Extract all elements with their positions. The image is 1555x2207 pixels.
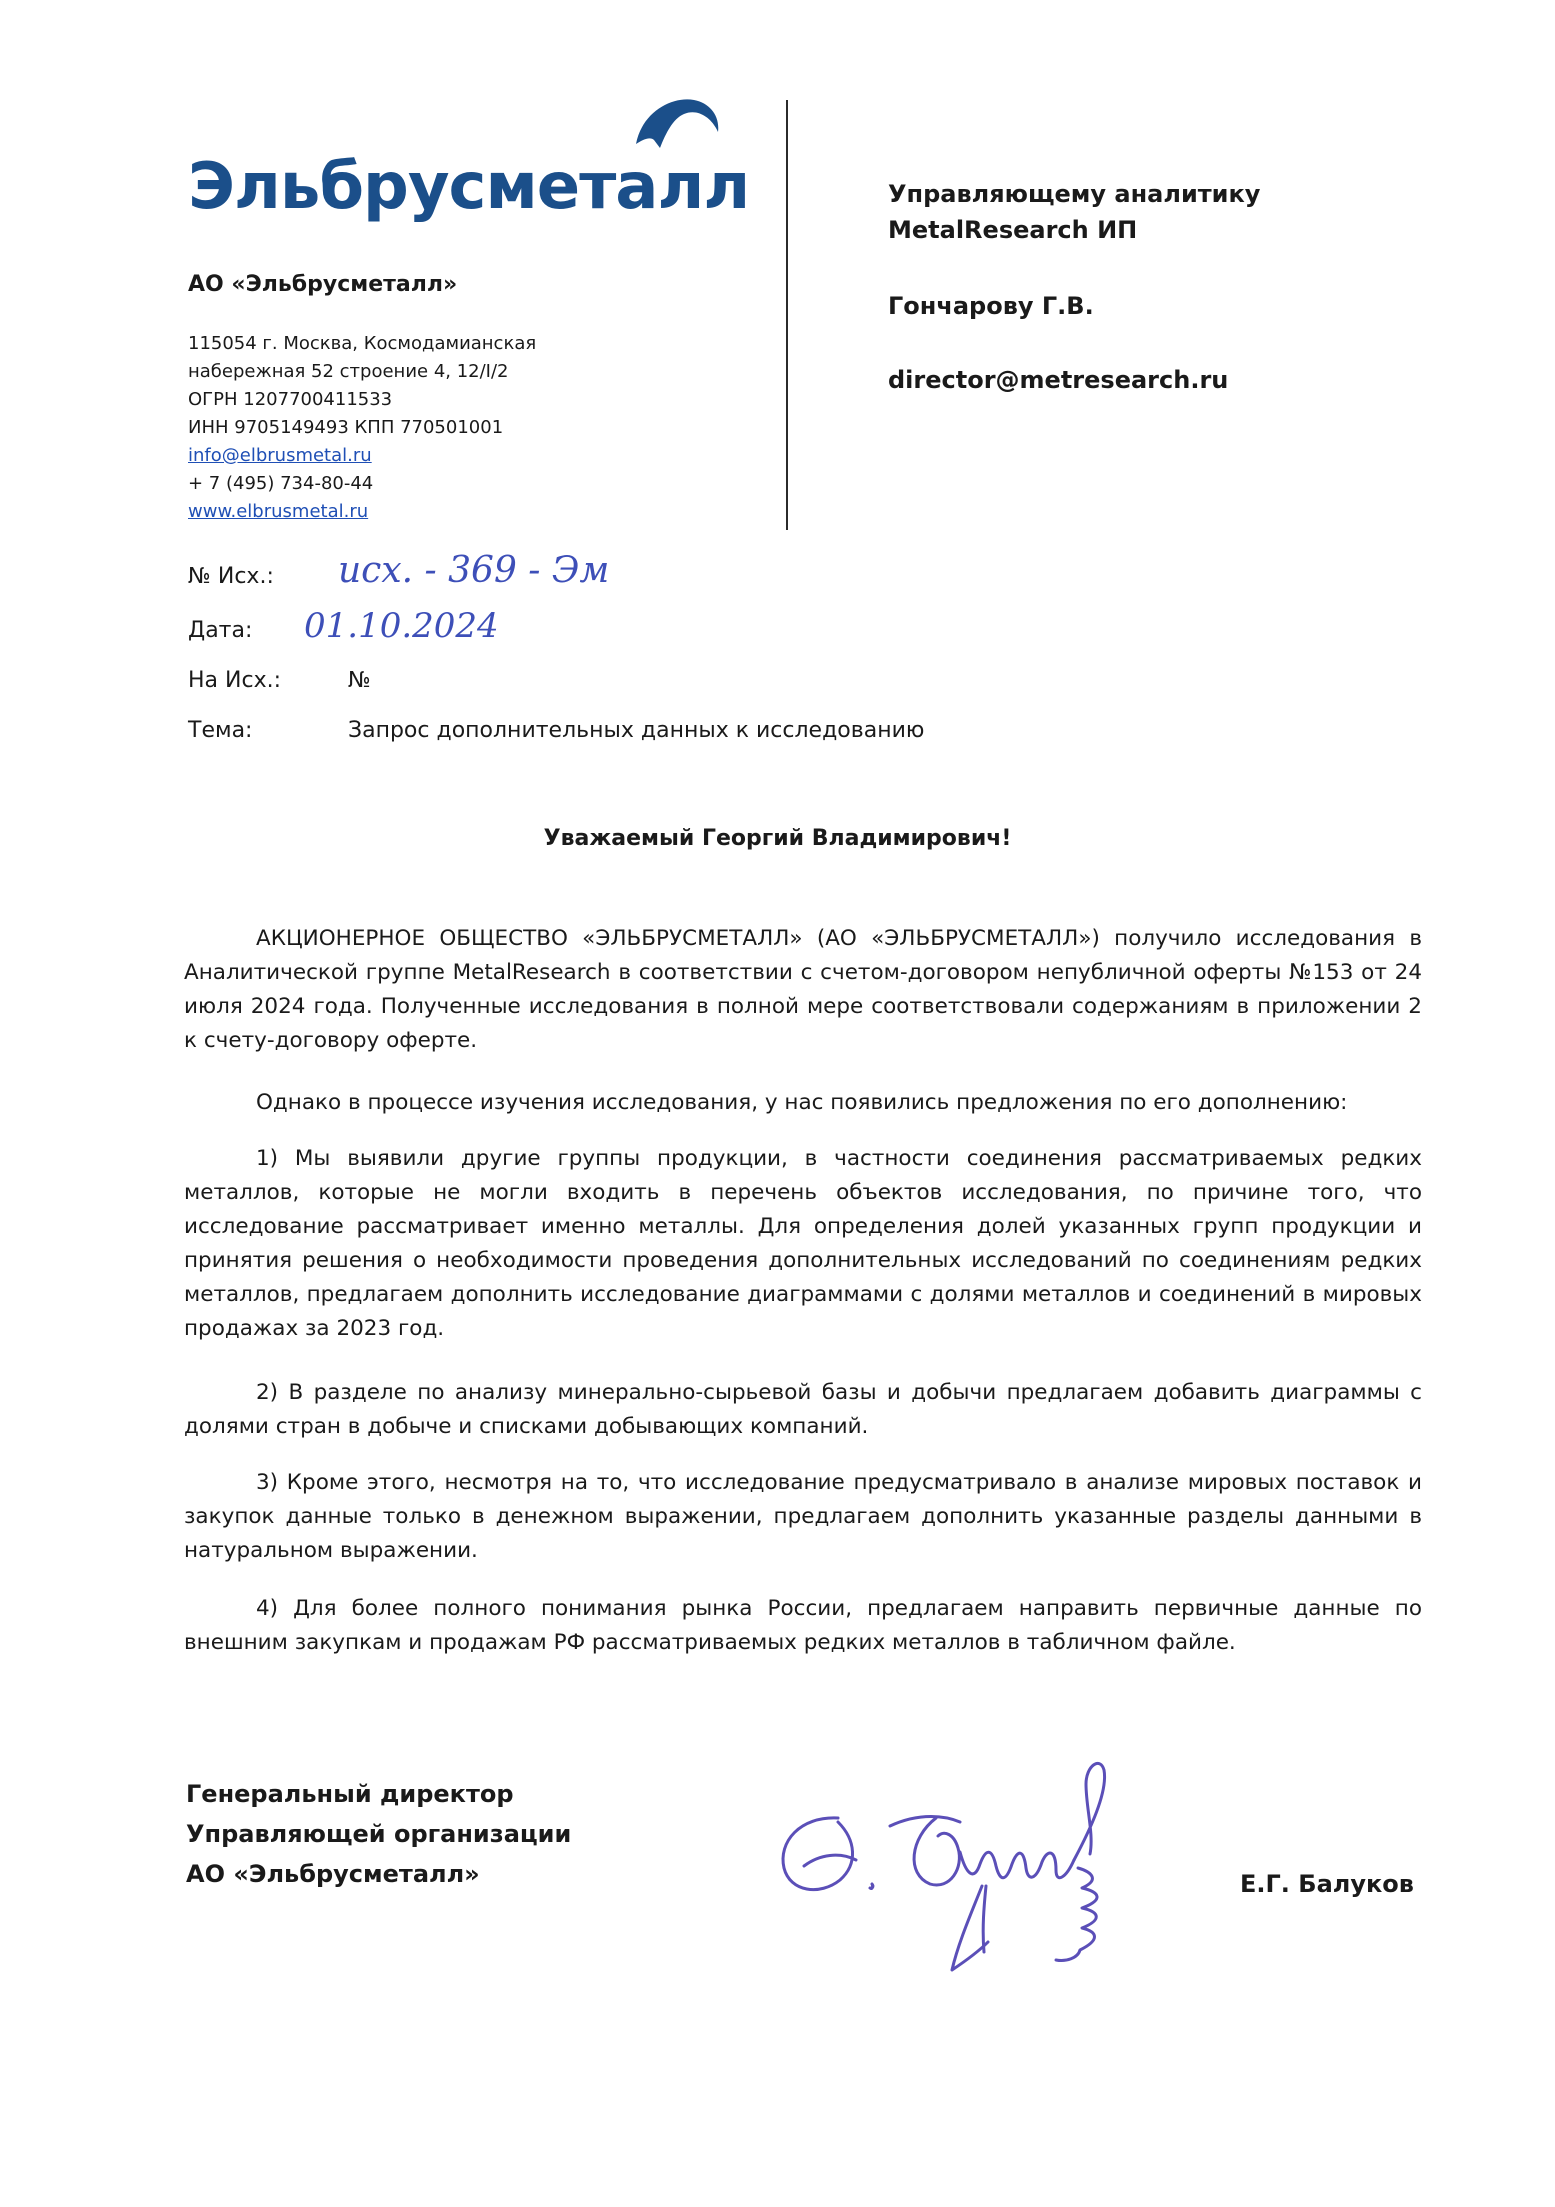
paragraph-text: 2) В разделе по анализу минерально-сырьевой базы и добычи предлагаем добавить диаграммы с долями стран в добыче и списками добывающих компаний. — [184, 1380, 1422, 1439]
company-name: АО «Эльбрусметалл» — [188, 272, 458, 297]
signatory-title — [186, 1774, 571, 1894]
in-reply-label: На Исх.: — [188, 668, 281, 693]
signatory-title-line-3: АО «Эльбрусметалл» — [186, 1860, 480, 1888]
paragraph-text: Однако в процессе изучения исследования, у нас появились предложения по его дополнению: — [256, 1090, 1348, 1115]
recipient-email: director@metresearch.ru — [888, 366, 1229, 394]
company-phone: + 7 (495) 734-80-44 — [188, 473, 374, 494]
signer-name: Е.Г. Балуков — [1240, 1870, 1414, 1898]
recipient-organization: MetalResearch ИП — [888, 216, 1138, 244]
company-email-link[interactable]: info@elbrusmetal.ru — [188, 445, 372, 466]
recipient-block — [888, 176, 1260, 398]
subject-value: Запрос дополнительных данных к исследованию — [348, 718, 925, 743]
body-paragraph-5 — [184, 1466, 1422, 1568]
mountain-logo-icon — [632, 92, 722, 162]
subject-label: Тема: — [188, 718, 253, 743]
company-logo-text: Эльбрусметалл — [188, 150, 750, 224]
handwritten-signature — [760, 1756, 1180, 1996]
address-line-2: набережная 52 строение 4, 12/I/2 — [188, 361, 509, 382]
body-paragraph-3 — [184, 1142, 1422, 1346]
paragraph-text: 3) Кроме этого, несмотря на то, что исследование предусматривало в анализе мировых поставок и закупок данные только в денежном выражении, предлагаем дополнить указанные разделы данными в натуральном выражении. — [184, 1470, 1422, 1563]
paragraph-text: АКЦИОНЕРНОЕ ОБЩЕСТВО «ЭЛЬБРУСМЕТАЛЛ» (АО «ЭЛЬБРУСМЕТАЛЛ») получило исследования в Аналитической группе MetalResearch в соответствии с счетом-договором непубличной оферты №153 от 24 июля 2024 года. Полученные исследования в полной мере соответствовали содержаниям в приложении 2 к счету-договору оферте. — [184, 926, 1422, 1053]
recipient-name: Гончарову Г.В. — [888, 292, 1094, 320]
address-line-1: 115054 г. Москва, Космодамианская — [188, 333, 537, 354]
recipient-position: Управляющему аналитику — [888, 180, 1261, 208]
body-paragraph-4 — [184, 1376, 1422, 1444]
body-paragraph-2 — [184, 1086, 1422, 1120]
outgoing-number-handwritten: исх. - 369 - Эм — [338, 550, 610, 591]
paragraph-text: 4) Для более полного понимания рынка России, предлагаем направить первичные данные по внешним закупкам и продажам РФ рассматриваемых редких металлов в табличном файле. — [184, 1596, 1422, 1655]
signatory-title-line-2: Управляющей организации — [186, 1820, 572, 1848]
company-contacts — [188, 330, 536, 526]
paragraph-text: 1) Мы выявили другие группы продукции, в частности соединения рассматриваемых редких металлов, которые не могли входить в перечень объектов исследования, по причине того, что исследование рассматривает именно металлы. Для определения долей указанных групп продукции и принятия решения о необходимости проведения дополнительных исследований по соединениям редких металлов, предлагаем дополнить исследование диаграммами с долями металлов и соединений в мировых продажах за 2023 год. — [184, 1146, 1422, 1341]
body-paragraph-6 — [184, 1592, 1422, 1660]
date-handwritten: 01.10.2024 — [304, 606, 499, 646]
in-reply-value: № — [348, 668, 371, 693]
company-website-link[interactable]: www.elbrusmetal.ru — [188, 501, 369, 522]
outgoing-number-label: № Исх.: — [188, 564, 274, 589]
inn-kpp: ИНН 9705149493 КПП 770501001 — [188, 417, 504, 438]
salutation: Уважаемый Георгий Владимирович! — [543, 826, 1012, 851]
signatory-title-line-1: Генеральный директор — [186, 1780, 514, 1808]
body-paragraph-1 — [184, 922, 1422, 1058]
ogrn: ОГРН 1207700411533 — [188, 389, 393, 410]
header-divider — [786, 100, 788, 530]
date-label: Дата: — [188, 618, 253, 643]
